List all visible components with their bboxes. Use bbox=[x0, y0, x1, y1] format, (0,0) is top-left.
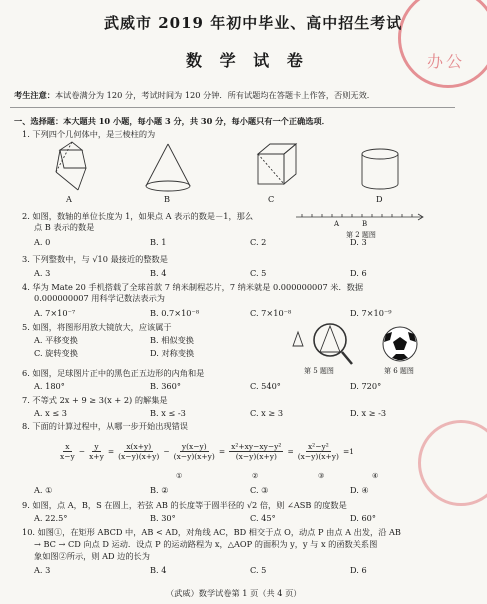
q4-opt-d: D. 7×10⁻⁹ bbox=[350, 308, 392, 318]
q7-text: 7. 不等式 2x + 9 ≥ 3(x + 2) 的解集是 bbox=[22, 395, 168, 405]
page-footer: （武威）数学试卷第 1 页（共 4 页） bbox=[166, 588, 302, 598]
q5-opt-d: D. 对称变换 bbox=[150, 348, 195, 358]
fraction-numerator: x bbox=[65, 441, 70, 451]
q7-opt-b: B. x ≤ -3 bbox=[150, 408, 186, 418]
q8-opt-b: B. ② bbox=[150, 485, 169, 495]
q9-opt-d: D. 60° bbox=[350, 513, 376, 523]
q9-opt-a: A. 22.5° bbox=[34, 513, 68, 523]
expr-fraction bbox=[60, 442, 75, 461]
fraction-numerator: y bbox=[94, 441, 99, 451]
fig2-caption: 第 2 题图 bbox=[346, 231, 376, 239]
expr-fraction bbox=[89, 442, 104, 461]
fraction-denominator: (x−y)(x+y) bbox=[173, 451, 215, 461]
q2-opt-a: A. 0 bbox=[34, 237, 51, 247]
expr-fraction bbox=[118, 442, 159, 461]
q3-opt-c: C. 5 bbox=[250, 268, 267, 278]
expr-operator: − bbox=[78, 446, 86, 456]
q1-label-a: A bbox=[66, 194, 72, 204]
q7-opt-a: A. x ≤ 3 bbox=[34, 408, 68, 418]
q3-opt-d: D. 6 bbox=[350, 268, 367, 278]
q8-step-4: ④ bbox=[372, 472, 379, 480]
q8-opt-d: D. ④ bbox=[350, 485, 369, 495]
q10-opt-d: D. 6 bbox=[350, 565, 367, 575]
q6-opt-b: B. 360° bbox=[150, 381, 181, 391]
q3-opt-b: B. 4 bbox=[150, 268, 167, 278]
q6-opt-c: C. 540° bbox=[250, 381, 281, 391]
q8-step-1: ① bbox=[176, 472, 183, 480]
q7-opt-c: C. x ≥ 3 bbox=[250, 408, 284, 418]
q2-opt-b: B. 1 bbox=[150, 237, 167, 247]
seal-text: 办公 bbox=[427, 52, 466, 71]
q5-text: 5. 如图，将图形用放大镜放大，应该属于 bbox=[22, 322, 172, 332]
q10-text-1: 10. 如图①，在矩形 ABCD 中，AB < AD，对角线 AC，BD 相交于点 O，动点 P 由点 A 出发，沿 AB bbox=[22, 527, 401, 537]
soccer-ball-icon bbox=[383, 327, 417, 361]
fraction-numerator: x²+xy−xy−y² bbox=[231, 441, 282, 451]
expr-operator: =1 bbox=[342, 446, 355, 456]
q2-text-1: 2. 如图，数轴的单位长度为 1，如果点 A 表示的数是－1，那么 bbox=[22, 211, 254, 221]
q7-opt-d: D. x ≥ -3 bbox=[350, 408, 387, 418]
q1-label-d: D bbox=[376, 194, 383, 204]
q6-text: 6. 如图，足球图片正中的黑色正五边形的内角和是 bbox=[22, 368, 205, 378]
q1-label-b: B bbox=[164, 194, 171, 204]
fraction-denominator: (x−y)(x+y) bbox=[235, 451, 277, 461]
exam-subtitle: 数 学 试 卷 bbox=[186, 51, 309, 70]
q8-step-3: ③ bbox=[318, 472, 325, 480]
q8-step-2: ② bbox=[252, 472, 259, 480]
expr-fraction bbox=[298, 442, 339, 461]
q4-opt-a: A. 7×10⁻⁷ bbox=[34, 308, 76, 318]
fig6-caption: 第 6 题图 bbox=[384, 367, 414, 375]
fraction-denominator: x−y bbox=[60, 451, 75, 461]
q1-label-c: C bbox=[268, 194, 275, 204]
q10-opt-c: C. 5 bbox=[250, 565, 267, 575]
q5-opt-b: B. 相似变换 bbox=[150, 335, 194, 345]
q8-opt-a: A. ① bbox=[34, 485, 53, 495]
q2-text-2: 点 B 表示的数是 bbox=[34, 222, 95, 232]
q10-text-2: → BC → CD 向点 D 运动．设点 P 的运动路程为 x，△AOP 的面积为 y，y 与 x 的函数关系图 bbox=[34, 539, 378, 549]
q8-opt-c: C. ③ bbox=[250, 485, 269, 495]
notice-text: 本试卷满分为 120 分，考试时间为 120 分钟．所有试题均在答题卡上作答，否则无效． bbox=[54, 90, 375, 100]
q2-opt-d: D. 3 bbox=[350, 237, 367, 247]
q5-opt-c: C. 旋转变换 bbox=[34, 348, 78, 358]
q10-opt-a: A. 3 bbox=[34, 565, 51, 575]
expr-fraction bbox=[174, 442, 215, 461]
fraction-numerator: x²−y² bbox=[307, 441, 329, 451]
q9-opt-c: C. 45° bbox=[250, 513, 276, 523]
expr-operator: = bbox=[287, 446, 294, 456]
q4-text-2: 0.000000007 用科学记数法表示为 bbox=[34, 293, 165, 303]
q3-opt-a: A. 3 bbox=[34, 268, 51, 278]
q2-opt-c: C. 2 bbox=[250, 237, 267, 247]
q9-text: 9. 如图，点 A，B，S 在圆上，若弦 AB 的长度等于圆半径的 √2 倍，则 ∠ASB 的度数是 bbox=[22, 500, 347, 510]
expr-fraction bbox=[229, 442, 283, 461]
expr-operator: = bbox=[218, 446, 226, 456]
q9-opt-b: B. 30° bbox=[150, 513, 176, 523]
fraction-numerator: y(x−y) bbox=[181, 441, 207, 451]
q1-text: 1. 下列四个几何体中，是三棱柱的为 bbox=[22, 129, 156, 139]
q10-opt-b: B. 4 bbox=[150, 565, 167, 575]
q6-opt-a: A. 180° bbox=[34, 381, 65, 391]
fig5-caption: 第 5 题图 bbox=[304, 367, 334, 375]
q8-text: 8. 下面的计算过程中，从哪一步开始出现错误 bbox=[22, 421, 188, 431]
fraction-denominator: (x−y)(x+y) bbox=[297, 451, 339, 461]
q4-opt-c: C. 7×10⁻⁸ bbox=[250, 308, 292, 318]
q6-opt-d: D. 720° bbox=[350, 381, 382, 391]
q4-opt-b: B. 0.7×10⁻⁸ bbox=[150, 308, 200, 318]
q8-expression bbox=[60, 436, 354, 466]
point-a-label: A bbox=[334, 220, 340, 228]
q5-opt-a: A. 平移变换 bbox=[34, 335, 78, 345]
fraction-denominator: x+y bbox=[89, 451, 104, 461]
q4-text-1: 4. 华为 Mate 20 手机搭载了全球首款 7 纳米制程芯片，7 纳米就是 0.000000007 米．数据 bbox=[22, 282, 364, 292]
point-b-label: B bbox=[362, 220, 368, 228]
notice-label: 考生注意： bbox=[14, 90, 55, 100]
fraction-denominator: (x−y)(x+y) bbox=[118, 451, 160, 461]
expr-operator: − bbox=[163, 446, 170, 456]
q10-text-3: 象如图②所示，则 AD 边的长为 bbox=[34, 551, 150, 561]
q3-text: 3. 下列整数中，与 √10 最接近的整数是 bbox=[22, 254, 168, 264]
section-heading: 一、选择题：本大题共 10 小题，每小题 3 分，共 30 分，每小题只有一个正确选项． bbox=[14, 116, 330, 126]
expr-operator: = bbox=[107, 446, 115, 456]
fraction-numerator: x(x+y) bbox=[126, 441, 152, 451]
exam-title: 武威市 2019 年初中毕业、高中招生考试 bbox=[104, 14, 403, 32]
